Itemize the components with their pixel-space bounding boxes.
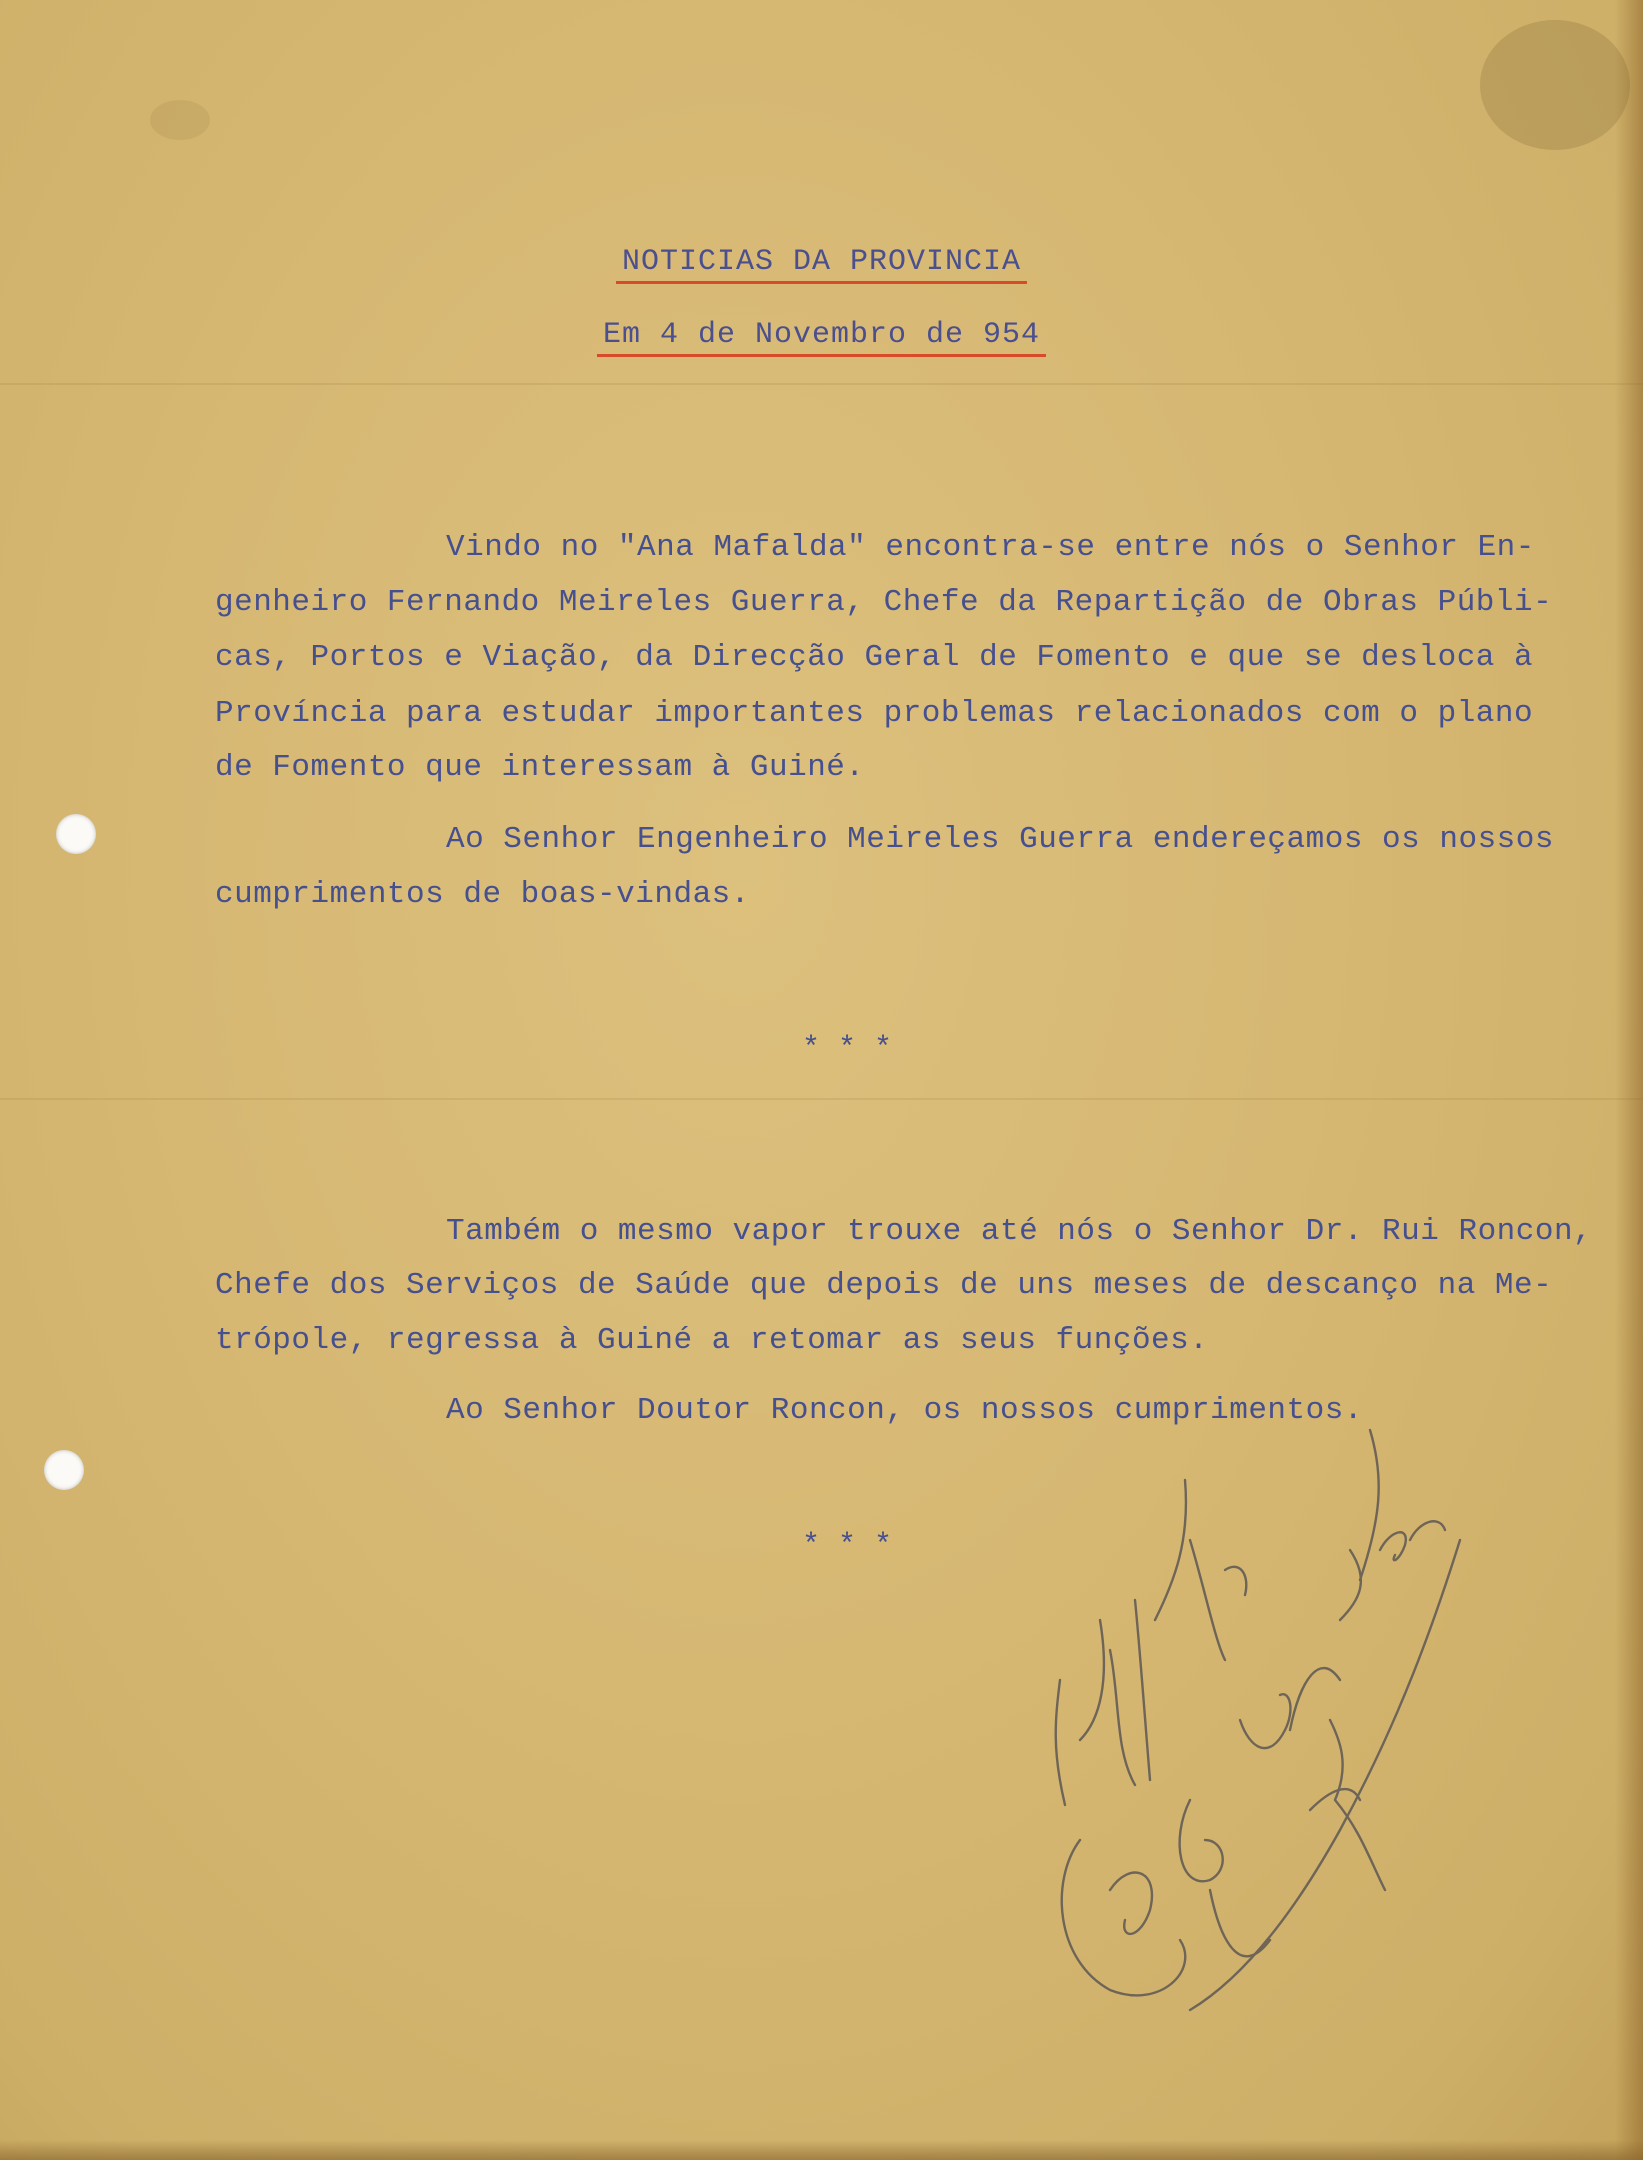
handwritten-signature-icon <box>1040 1420 1510 2020</box>
paragraph-line: trópole, regressa à Guiné a retomar as seus funções. <box>215 1323 1209 1358</box>
paper-fold <box>0 383 1643 385</box>
paragraph-line: Vindo no "Ana Mafalda" encontra-se entre nós o Senhor En- <box>446 530 1535 565</box>
paragraph-line: Chefe dos Serviços de Saúde que depois de uns meses de descanço na Me- <box>215 1268 1553 1303</box>
paragraph-line: Ao Senhor Doutor Roncon, os nossos cumprimentos. <box>446 1393 1363 1428</box>
paragraph-line: cas, Portos e Viação, da Direcção Geral de Fomento e que se desloca à <box>215 640 1534 675</box>
document-title-text: NOTICIAS DA PROVINCIA <box>616 243 1027 284</box>
document-date-text: Em 4 de Novembro de 954 <box>597 316 1046 357</box>
section-separator: * * * <box>802 1032 893 1066</box>
document-date <box>0 316 1643 357</box>
paper-fold <box>0 1098 1643 1100</box>
paragraph-line: cumprimentos de boas-vindas. <box>215 877 750 912</box>
paragraph-line: Também o mesmo vapor trouxe até nós o Senhor Dr. Rui Roncon, <box>446 1214 1593 1249</box>
punch-hole <box>56 814 96 854</box>
paragraph-line: de Fomento que interessam à Guiné. <box>215 750 865 785</box>
punch-hole <box>44 1450 84 1490</box>
document-title <box>0 243 1643 284</box>
paper-edge-shadow <box>0 2140 1643 2160</box>
paragraph-line: Província para estudar importantes problemas relacionados com o plano <box>215 696 1534 731</box>
section-separator: * * * <box>802 1529 893 1563</box>
paper-stain <box>1480 20 1630 150</box>
paragraph-line: genheiro Fernando Meireles Guerra, Chefe da Repartição de Obras Públi- <box>215 585 1553 620</box>
paper-stain <box>150 100 210 140</box>
paragraph-line: Ao Senhor Engenheiro Meireles Guerra endereçamos os nossos <box>446 822 1554 857</box>
